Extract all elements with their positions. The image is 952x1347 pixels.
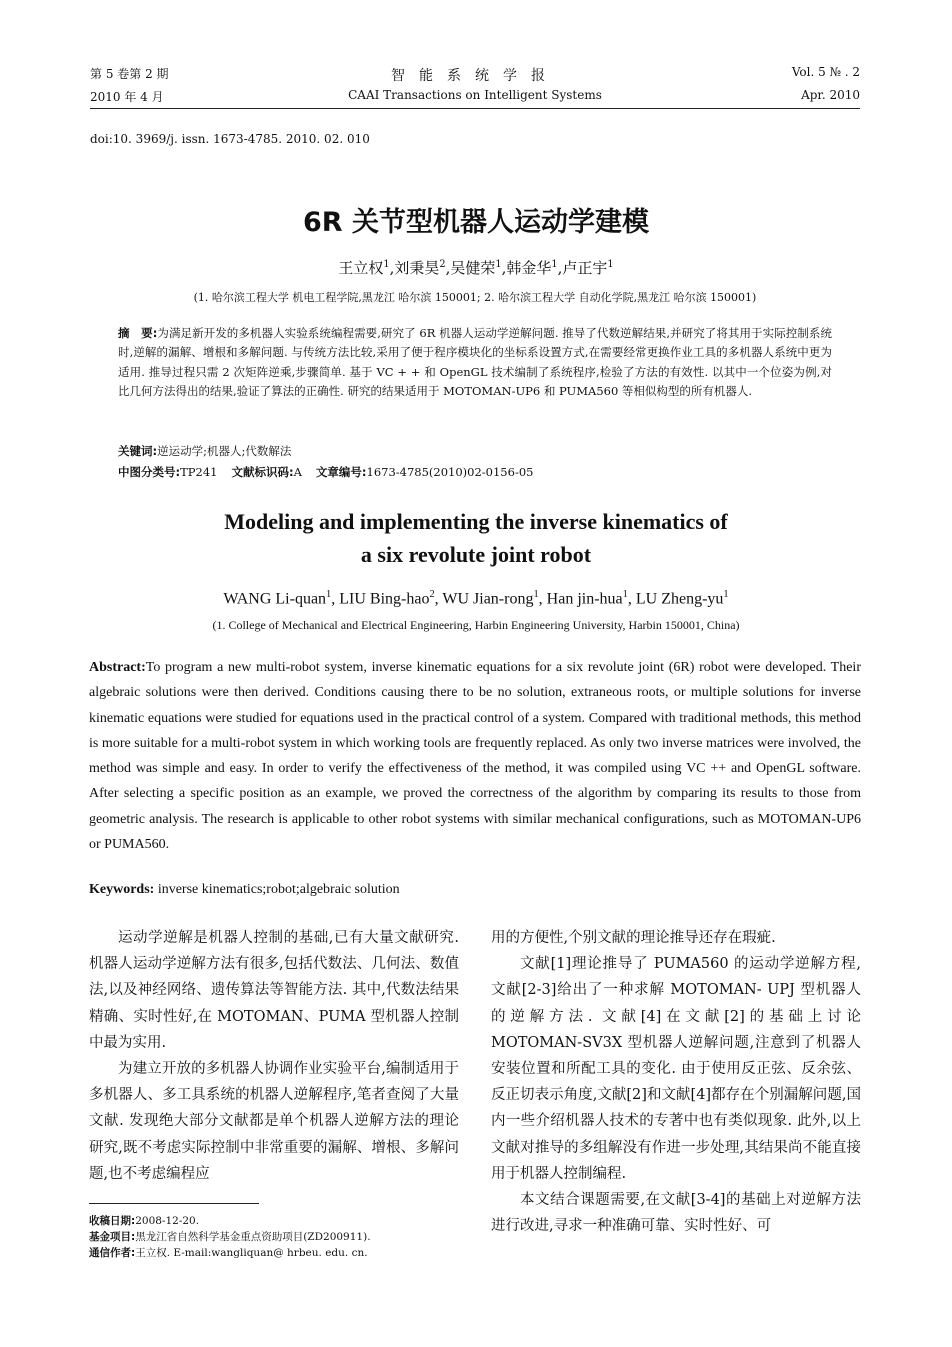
header-divider <box>90 108 860 109</box>
author-cn-affiliation-mark: 2 <box>439 259 446 270</box>
abstract-cn <box>118 324 832 401</box>
abstract-cn-label: 摘 要: <box>118 326 158 340</box>
date-cn: 2010 年 4 月 <box>90 90 164 104</box>
title-cn: 6R 关节型机器人运动学建模 <box>303 207 649 238</box>
fund-text: 黑龙江省自然科学基金重点资助项目(ZD200911). <box>135 1231 371 1243</box>
author-cn-name: 吴健荣 <box>450 259 496 277</box>
author-cn-affiliation-mark: 1 <box>495 259 502 270</box>
volume-issue-en: Vol. 5 № . 2 <box>791 65 860 79</box>
journal-name-en: CAAI Transactions on Intelligent Systems <box>348 88 602 102</box>
received-date: 2008-12-20. <box>135 1215 200 1227</box>
fund-label: 基金项目: <box>89 1231 136 1243</box>
author-cn-name: 王立权 <box>338 259 384 277</box>
author-cn-separator: , <box>445 259 451 277</box>
title-en-line-2: a six revolute joint robot <box>360 542 592 567</box>
body-paragraph-continued: 用的方便性,个别文献的理论推导还存在瑕疵. <box>491 930 776 946</box>
abstract-cn-text: 为满足新开发的多机器人实验系统编程需要,研究了 6R 机器人运动学逆解问题. 推导了代数逆解结果,并研究了将其用于实际控制系统时,逆解的漏解、增根和多解问题. 与传统方法比较,采用了便于程序模块化的坐标系设置方式,在需要经常更换作业工具的多机器人系统中更为适用. 推导过程只需 2 次矩阵逆乘,步骤简单. 基于 VC + + 和 OpenGL 技术编制了系统程序,检验了方法的有效性. 以其中一个位姿为例,对比几何方法得出的结果,验证了算法的正确性. 研究的结果适用于 MOTOMAN-UP6 和 PUMA560 等相似构型的所有机器人. <box>118 326 832 398</box>
author-en-name: LU Zheng-yu <box>635 590 724 608</box>
body-paragraph: 文献[1]理论推导了 PUMA560 的运动学逆解方程,文献[2-3]给出了一种求解 MOTOMAN- UPJ 型机器人的逆解方法. 文献[4]在文献[2]的基础上讨论 MOTOMAN-SV3X 型机器人逆解问题,注意到了机器人安装位置和所配工具的变化. 由于使用反正弦、反余弦、反正切表示角度,文献[2]和文献[4]都存在个别漏解问题,国内一些介绍机器人技术的专著中也有类似现象. 此外,以上文献对推导的多组解没有作进一步处理,其结果尚不能直接用于机器人控制编程. <box>491 956 861 1182</box>
author-en-separator: , <box>627 590 636 608</box>
author-en-name: LIU Bing-hao <box>339 590 430 608</box>
received-label: 收稿日期: <box>89 1215 136 1227</box>
author-cn-separator: , <box>389 259 395 277</box>
corresponding-text: 王立权. E-mail:wangliquan@ hrbeu. edu. cn. <box>135 1247 368 1259</box>
authors-en <box>0 589 952 608</box>
author-en-affiliation-mark: 1 <box>533 589 539 600</box>
clc-label: 中图分类号: <box>118 465 181 479</box>
keywords-cn-label: 关键词: <box>118 444 158 458</box>
author-en-separator: , <box>434 590 443 608</box>
author-en-affiliation-mark: 1 <box>326 589 332 600</box>
volume-issue-cn: 第 5 卷第 2 期 <box>90 67 169 81</box>
author-cn-affiliation-mark: 1 <box>607 259 614 270</box>
journal-name-cn: 智能系统学报 <box>391 68 559 84</box>
authors-cn <box>0 257 952 278</box>
author-cn-affiliation-mark: 1 <box>383 259 390 270</box>
author-cn-separator: , <box>557 259 563 277</box>
author-en-affiliation-mark: 1 <box>622 589 628 600</box>
author-en-name: Han jin-hua <box>546 590 623 608</box>
date-en: Apr. 2010 <box>801 88 860 102</box>
affiliation-cn: (1. 哈尔滨工程大学 机电工程学院,黑龙江 哈尔滨 150001; 2. 哈尔滨工程大学 自动化学院,黑龙江 哈尔滨 150001) <box>193 291 757 304</box>
clc-value: TP241 <box>180 465 218 479</box>
keywords-en-text: inverse kinematics;robot;algebraic solution <box>157 882 400 897</box>
author-cn-name: 卢正宇 <box>562 259 608 277</box>
author-en-name: WU Jian-rong <box>442 590 534 608</box>
author-en-name: WANG Li-quan <box>223 590 327 608</box>
footnote-corresponding <box>89 1245 469 1261</box>
classification-line <box>118 464 533 480</box>
corresponding-label: 通信作者: <box>89 1247 136 1259</box>
doc-code-label: 文献标识码: <box>231 465 294 479</box>
author-en-affiliation-mark: 1 <box>723 589 729 600</box>
footnote-received <box>89 1213 469 1229</box>
author-cn-separator: , <box>501 259 507 277</box>
affiliation-en: (1. College of Mechanical and Electrical Engineering, Harbin Engineering University, Harbin 150001, China) <box>212 618 740 632</box>
keywords-cn <box>118 443 291 459</box>
keywords-en-label: Keywords: <box>89 882 155 897</box>
author-cn-affiliation-mark: 1 <box>551 259 558 270</box>
body-column-left <box>89 925 459 1187</box>
title-en-line-1: Modeling and implementing the inverse kinematics of <box>224 509 728 534</box>
keywords-cn-text: 逆运动学;机器人;代数解法 <box>157 444 292 458</box>
author-en-affiliation-mark: 2 <box>429 589 435 600</box>
author-cn-name: 韩金华 <box>506 259 552 277</box>
footnote-fund <box>89 1229 469 1245</box>
author-en-separator: , <box>538 590 547 608</box>
article-number-value: 1673-4785(2010)02-0156-05 <box>366 465 534 479</box>
footnote-divider <box>89 1203 259 1204</box>
title-en <box>0 505 952 571</box>
keywords-en <box>89 882 400 898</box>
footnotes <box>89 1213 469 1261</box>
body-column-right <box>491 925 861 1239</box>
abstract-en-label: Abstract: <box>89 660 146 675</box>
doi: doi:10. 3969/j. issn. 1673-4785. 2010. 02. 010 <box>90 132 370 146</box>
body-paragraph: 运动学逆解是机器人控制的基础,已有大量文献研究. 机器人运动学逆解方法有很多,包括代数法、几何法、数值法,以及神经网络、遗传算法等智能方法. 其中,代数法结果精确、实时性好,在 MOTOMAN、PUMA 型机器人控制中最为实用. <box>89 930 459 1051</box>
author-en-separator: , <box>331 590 340 608</box>
abstract-en <box>89 655 861 857</box>
author-cn-name: 刘秉昊 <box>394 259 440 277</box>
body-paragraph: 为建立开放的多机器人协调作业实验平台,编制适用于多机器人、多工具系统的机器人逆解程序,笔者查阅了大量文献. 发现绝大部分文献都是单个机器人逆解方法的理论研究,既不考虑实际控制中非常重要的漏解、增根、多解问题,也不考虑编程应 <box>89 1061 459 1182</box>
abstract-en-text: To program a new multi-robot system, inverse kinematic equations for a six revolute joint (6R) robot were developed. Their algebraic solutions were then derived. Conditions causing there to be no solution, extraneous roots, or multiple solutions for inverse kinematic equations were studied for equations used in the practical control of a system. Compared with traditional methods, this method is more suitable for a multi-robot system in which working tools are frequently replaced. As only two inverse matrices were involved, the method was simple and easy. In order to verify the effectiveness of the method, it was compiled using VC ++ and OpenGL software. After selecting a specific position as an example, we proved the correctness of the algorithm by comparing its results to those from geometric analysis. The research is applicable to other robot systems with similar mechanical configurations, such as MOTOMAN-UP6 or PUMA560. <box>89 660 861 853</box>
article-number-label: 文章编号: <box>315 465 367 479</box>
body-paragraph: 本文结合课题需要,在文献[3-4]的基础上对逆解方法进行改进,寻求一种准确可靠、实时性好、可 <box>491 1192 861 1235</box>
doc-code-value: A <box>293 465 302 479</box>
